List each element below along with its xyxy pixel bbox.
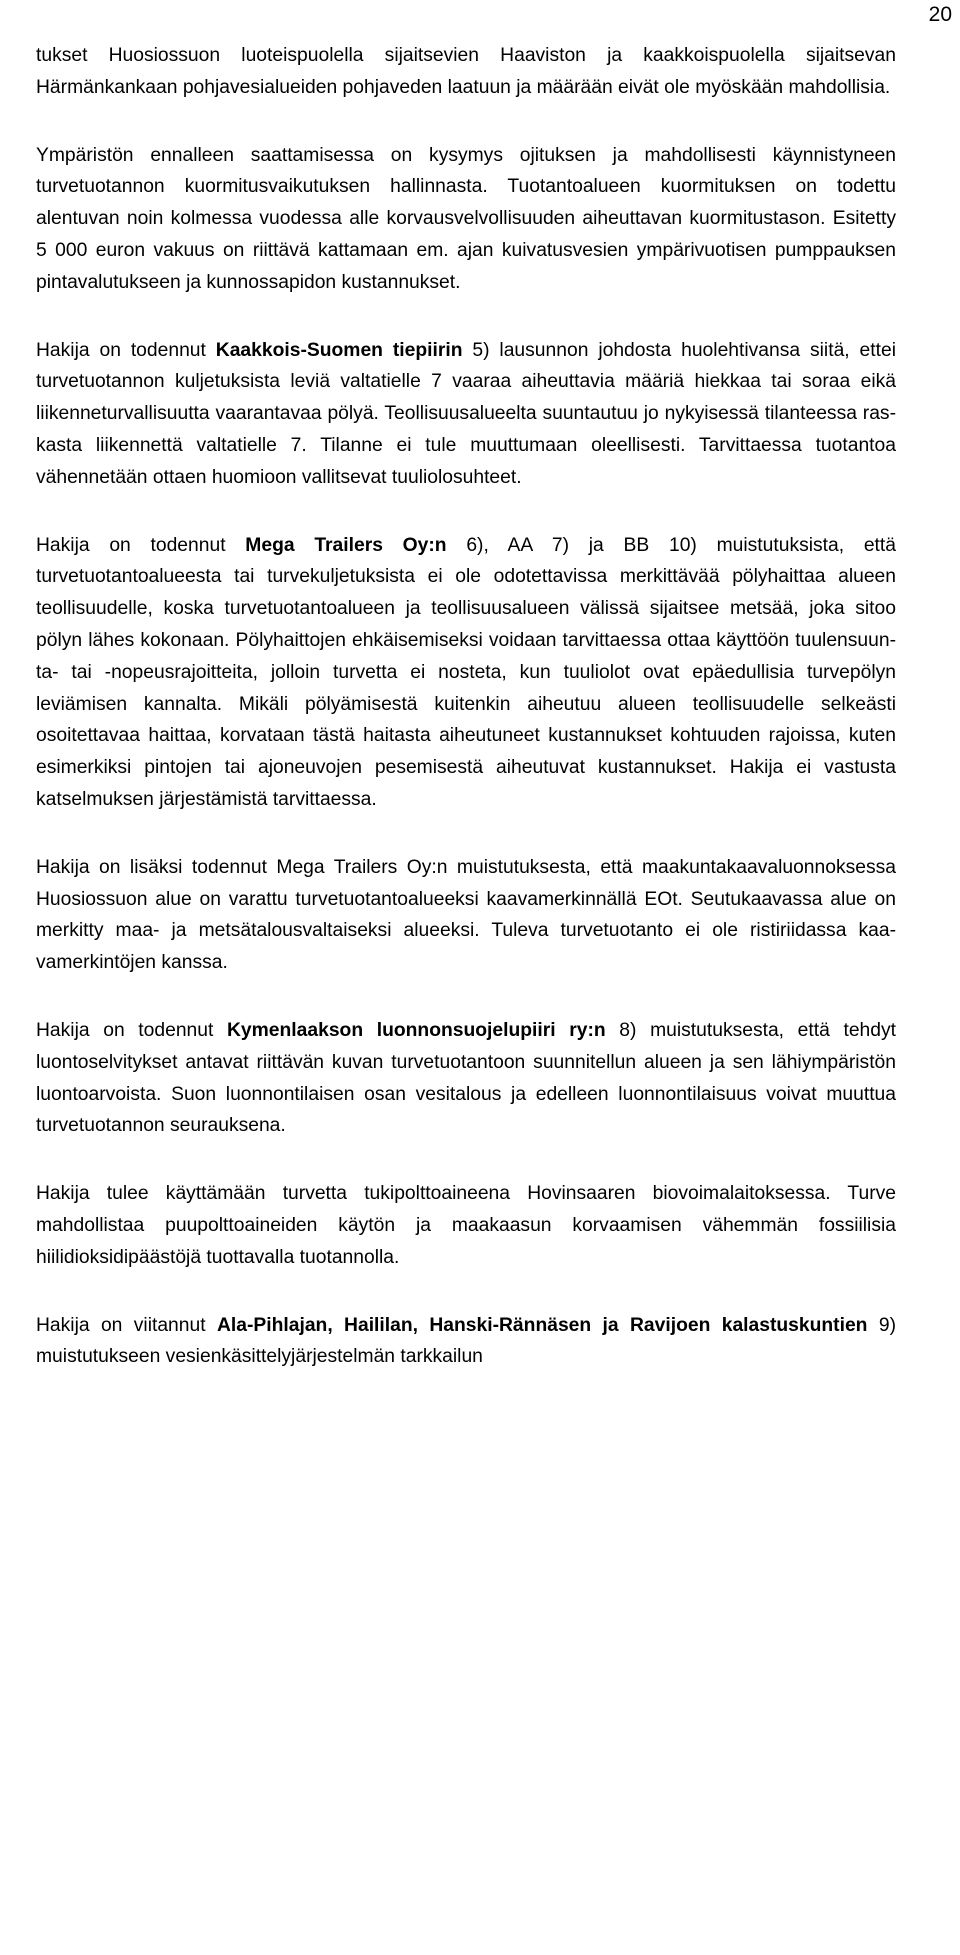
text-run: 9) muistutukseen vesienkäsittelyjärjestelmän tarkkailun [36,1314,896,1368]
paragraph [36,40,896,104]
paragraph [36,1178,896,1273]
text-run: Ympäristön ennalleen saattamisessa on kysymys ojituksen ja mahdollisesti käynnistyneen turvetuotannon kuormitusvaikutuksen hallinnasta. Tuotantoalueen kuormituksen on todettu alentuvan noin kolmessa vuodessa alle korvausvelvollisuuden aiheuttavan kuormitustason. Esitetty 5 000 euron vakuus on riittävä kattamaan em. ajan kuivatusvesien ympärivuotisen pumppauksen pintavalutukseen ja kunnossapidon kustannukset. [36,144,896,293]
bold-text: Ala-Pihlajan, Haililan, Hanski-Rännäsen ja Ravijoen kalastuskuntien [216,1314,868,1336]
text-run: Hakija on todennut [36,339,216,361]
text-run: Hakija on todennut [36,534,246,556]
text-run: 5) lausunnon johdosta huolehtivansa siitä, ettei turvetuotannon kuljetuksista leviä valtatielle 7 vaaraa aiheuttavia määriä hiekkaa tai soraa eikä liikenneturvallisuutta vaarantavaa pölyä. Teollisuusalueelta suuntautuu jo nykyisessä tilanteessa raskasta liikennettä valtatielle 7. Tilanne ei tule muuttumaan oleellisesti. Tarvittaessa tuotantoa vähennetään ottaen huomioon vallitsevat tuuliolosuhteet. [36,339,896,488]
text-run: Hakija on viitannut [36,1314,217,1336]
document-body [36,40,896,1409]
text-run: tukset Huosiossuon luoteispuolella sijaitsevien Haaviston ja kaakkoispuolella sijaitsevan Härmänkankaan pohjavesialueiden pohjaveden laatuun ja määrään eivät ole myöskään mahdollisia. [36,45,896,98]
text-run: 6), AA 7) ja BB 10) muistutuksista, että turvetuotantoalueesta tai turvekuljetuksista ei ole odotettavissa merkittävää pölyhaittaa alueen teollisuudelle, koska turvetuotantoalueen ja teollisuusalueen välissä sijaitsee metsää, joka sitoo pölyn lähes kokonaan. Pölyhaittojen ehkäisemiseksi voidaan tarvittaessa ottaa käyttöön tuulensuunta- tai -nopeusrajoitteita, jolloin turvetta ei nosteta, kun tuuliolot ovat epäedullisia turvepölyn leviämisen kannalta. Mikäli pölyämisestä kuitenkin aiheutuu alueen teollisuudelle selkeästi osoitettavaa haittaa, korvataan tästä haitasta aiheutuneet kustannukset kohtuuden rajoissa, kuten esimerkiksi pintojen tai ajoneuvojen pesemisestä aiheutuvat kustannukset. Hakija ei vastusta katselmuksen järjestämistä tarvittaessa. [36,534,896,810]
text-run: Hakija on lisäksi todennut Mega Trailers Oy:n muistutuksesta, että maakuntakaavaluonnoksessa Huosiossuon alue on varattu turvetuotantoalueeksi kaavamerkinnällä EOt. Seutukaavassa alue on merkitty maa- ja metsätalousvaltaiseksi alueeksi. Tuleva turvetuotanto ei ole ristiriidassa kaavamerkintöjen kanssa. [36,856,896,974]
bold-text: Kaakkois-Suomen tiepiirin [215,339,463,361]
bold-text: Kymenlaakson luonnonsuojelupiiri ry:n [227,1019,606,1041]
paragraph [36,530,896,816]
paragraph [36,852,896,979]
text-run: Hakija tulee käyttämään turvetta tukipolttoaineena Hovinsaaren biovoimalaitoksessa. Turve mahdollistaa puupolttoaineiden käytön ja maakaasun korvaamisen vähemmän fossiilisia hiilidioksidipäästöjä tuottavalla tuotannolla. [36,1183,896,1268]
page-number: 20 [928,3,952,26]
bold-text: Mega Trailers Oy:n [245,534,447,556]
paragraph [36,335,896,494]
paragraph [36,140,896,299]
text-run: Hakija on todennut [36,1019,227,1041]
text-run: 8) muistutuksesta, että tehdyt luontoselvitykset antavat riittävän kuvan turvetuotantoon suunnitellun alueen ja sen lähiympäristön luontoarvoista. Suon luonnontilaisen osan vesitalous ja edelleen luonnontilaisuus voivat muuttua turvetuotannon seurauksena. [36,1019,896,1137]
paragraph [36,1310,896,1374]
paragraph [36,1015,896,1142]
